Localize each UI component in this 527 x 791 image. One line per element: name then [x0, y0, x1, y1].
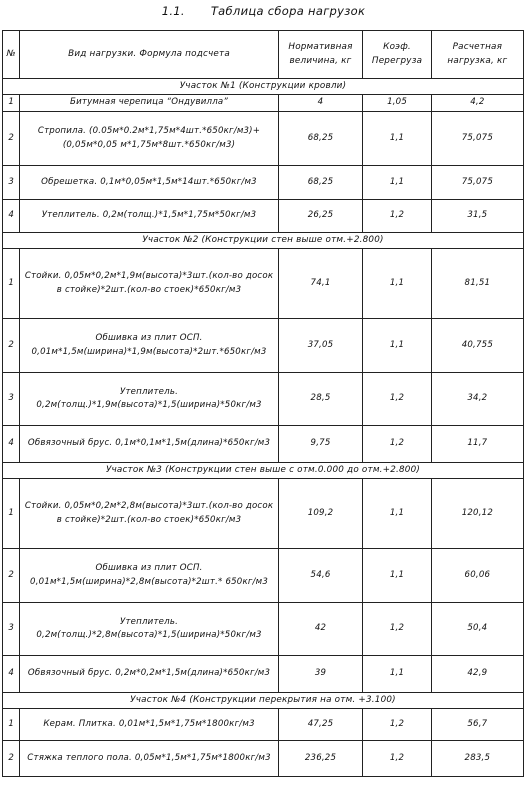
table-caption: [0, 4, 527, 18]
section-row: [3, 233, 524, 249]
header-normative: Нормативная величина, кг: [278, 31, 363, 79]
row-coef: 1,1: [363, 319, 431, 373]
header-design: Расчетная нагрузка, кг: [431, 31, 523, 79]
row-load: Обшивка из плит ОСП. 0,01м*1,5м(ширина)*2,8м(высота)*2шт.* 650кг/м3: [20, 549, 278, 603]
section-row: [3, 693, 524, 709]
row-design: 56,7: [431, 709, 523, 741]
row-normative: 4: [278, 95, 363, 112]
header-no: №: [3, 31, 20, 79]
row-load: Стяжка теплого пола. 0,05м*1,5м*1,75м*1800кг/м3: [20, 741, 278, 777]
row-load: Стойки. 0,05м*0,2м*1,9м(высота)*3шт.(кол-во досок в стойке)*2шт.(кол-во стоек)*650кг/м3: [20, 249, 278, 319]
row-normative: 37,05: [278, 319, 363, 373]
row-coef: 1,2: [363, 709, 431, 741]
row-load: Обрешетка. 0,1м*0,05м*1,5м*14шт.*650кг/м3: [20, 166, 278, 200]
table-row: [3, 426, 524, 463]
row-design: 75,075: [431, 112, 523, 166]
table-row: [3, 249, 524, 319]
row-design: 40,755: [431, 319, 523, 373]
section-title: Участок №3 (Конструкции стен выше с отм.0.000 до отм.+2.800): [3, 463, 524, 479]
table-row: [3, 112, 524, 166]
row-number: 4: [3, 426, 20, 463]
header-coef: Коэф. Перегруза: [363, 31, 431, 79]
row-load: Утеплитель. 0,2м(толщ.)*1,9м(высота)*1,5(ширина)*50кг/м3: [20, 373, 278, 426]
row-normative: 68,25: [278, 166, 363, 200]
row-load: Керам. Плитка. 0,01м*1,5м*1,75м*1800кг/м3: [20, 709, 278, 741]
section-row: [3, 463, 524, 479]
row-load: Обшивка из плит ОСП. 0,01м*1,5м(ширина)*1,9м(высота)*2шт.*650кг/м3: [20, 319, 278, 373]
row-normative: 42: [278, 603, 363, 656]
row-normative: 47,25: [278, 709, 363, 741]
row-load: Стойки. 0,05м*0,2м*2,8м(высота)*3шт.(кол-во досок в стойке)*2шт.(кол-во стоек)*650кг/м3: [20, 479, 278, 549]
row-number: 3: [3, 603, 20, 656]
row-load: Обвязочный брус. 0,1м*0,1м*1,5м(длина)*650кг/м3: [20, 426, 278, 463]
table-row: [3, 373, 524, 426]
table-row: [3, 166, 524, 200]
row-design: 42,9: [431, 656, 523, 693]
row-number: 1: [3, 249, 20, 319]
row-load: Утеплитель. 0,2м(толщ.)*1,5м*1,75м*50кг/м3: [20, 200, 278, 233]
row-normative: 236,25: [278, 741, 363, 777]
row-number: 1: [3, 95, 20, 112]
row-design: 81,51: [431, 249, 523, 319]
row-number: 4: [3, 656, 20, 693]
load-table: [2, 30, 524, 777]
section-title: Участок №2 (Конструкции стен выше отм.+2.800): [3, 233, 524, 249]
row-design: 120,12: [431, 479, 523, 549]
row-coef: 1,2: [363, 373, 431, 426]
section-title: Участок №4 (Конструкции перекрытия на отм. +3.100): [3, 693, 524, 709]
row-coef: 1,1: [363, 549, 431, 603]
row-number: 2: [3, 549, 20, 603]
row-coef: 1,1: [363, 656, 431, 693]
row-number: 2: [3, 319, 20, 373]
row-design: 50,4: [431, 603, 523, 656]
row-design: 31,5: [431, 200, 523, 233]
section-row: [3, 79, 524, 95]
row-normative: 54,6: [278, 549, 363, 603]
table-row: [3, 741, 524, 777]
table-row: [3, 656, 524, 693]
table-row: [3, 95, 524, 112]
table-row: [3, 603, 524, 656]
row-number: 3: [3, 166, 20, 200]
header-row: [3, 31, 524, 79]
row-design: 34,2: [431, 373, 523, 426]
row-coef: 1,2: [363, 200, 431, 233]
row-coef: 1,2: [363, 741, 431, 777]
row-normative: 26,25: [278, 200, 363, 233]
row-load: Обвязочный брус. 0,2м*0,2м*1,5м(длина)*650кг/м3: [20, 656, 278, 693]
row-number: 4: [3, 200, 20, 233]
row-coef: 1,1: [363, 249, 431, 319]
row-normative: 9,75: [278, 426, 363, 463]
row-normative: 109,2: [278, 479, 363, 549]
header-load: Вид нагрузки. Формула подсчета: [20, 31, 278, 79]
row-number: 1: [3, 479, 20, 549]
table-row: [3, 549, 524, 603]
row-design: 11,7: [431, 426, 523, 463]
row-coef: 1,1: [363, 166, 431, 200]
row-coef: 1,1: [363, 479, 431, 549]
row-design: 75,075: [431, 166, 523, 200]
row-normative: 74,1: [278, 249, 363, 319]
row-number: 3: [3, 373, 20, 426]
row-coef: 1,2: [363, 426, 431, 463]
section-title: Участок №1 (Конструкции кровли): [3, 79, 524, 95]
row-load: Стропила. (0.05м*0.2м*1,75м*4шт.*650кг/м3)+(0,05м*0,05 м*1,75м*8шт.*650кг/м3): [20, 112, 278, 166]
row-coef: 1,05: [363, 95, 431, 112]
table-row: [3, 200, 524, 233]
row-design: 283,5: [431, 741, 523, 777]
row-normative: 28,5: [278, 373, 363, 426]
row-number: 2: [3, 741, 20, 777]
row-normative: 39: [278, 656, 363, 693]
row-number: 1: [3, 709, 20, 741]
row-number: 2: [3, 112, 20, 166]
table-row: [3, 709, 524, 741]
row-normative: 68,25: [278, 112, 363, 166]
row-coef: 1,2: [363, 603, 431, 656]
table-row: [3, 319, 524, 373]
row-design: 60,06: [431, 549, 523, 603]
table-row: [3, 479, 524, 549]
caption-number: 1.1.: [161, 4, 185, 18]
row-load: Битумная черепица “Ондувилла”: [20, 95, 278, 112]
caption-text: Таблица сбора нагрузок: [210, 4, 366, 18]
row-design: 4,2: [431, 95, 523, 112]
row-load: Утеплитель. 0,2м(толщ.)*2,8м(высота)*1,5(ширина)*50кг/м3: [20, 603, 278, 656]
row-coef: 1,1: [363, 112, 431, 166]
